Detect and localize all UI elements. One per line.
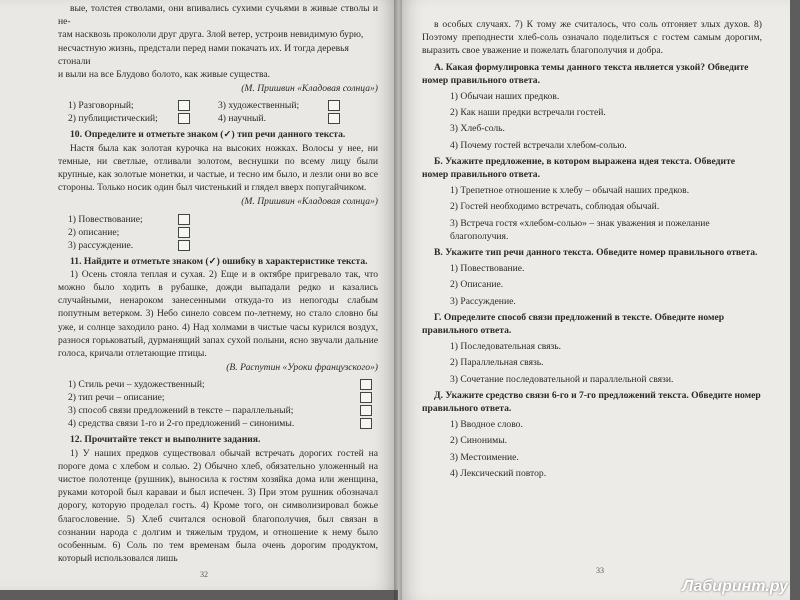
question-heading: В. Укажите тип речи данного текста. Обведите номер правильного ответа. bbox=[434, 247, 758, 259]
option-label: 4) средства связи 1-го и 2-го предложений – синонимы. bbox=[68, 418, 295, 430]
answer-checkbox[interactable] bbox=[178, 100, 190, 111]
option-label: 1) Повествование; bbox=[68, 213, 143, 225]
option-label: 2) тип речи – описание; bbox=[68, 392, 165, 404]
source-citation: (М. Пришвин «Кладовая солнца») bbox=[241, 196, 378, 208]
task-heading: 10. Определите и отметьте знаком (✓) тип речи данного текста. bbox=[70, 129, 346, 141]
task-text: в особых случаях. 7) К тому же считалось, что соль отгоняет злых духов. 8) Поэтому преподнести хлеб-соль означало поделиться с гостем самым дорогим, выразить свое уважение и пожелать благополучия и добра. bbox=[422, 19, 762, 57]
left-column bbox=[58, 2, 378, 566]
source-citation: (В. Распутин «Уроки французского») bbox=[226, 362, 378, 374]
option-label: 3) способ связи предложений в тексте – параллельный; bbox=[68, 405, 294, 417]
answer-checkbox[interactable] bbox=[178, 240, 190, 251]
answer-checkbox[interactable] bbox=[178, 214, 190, 225]
answer-checkbox[interactable] bbox=[328, 113, 340, 124]
answer-option: 4) Лексический повтор. bbox=[450, 467, 547, 479]
text-line: там насквозь прокололи друг друга. Злой ветер, устроив невидимую бурю, bbox=[58, 29, 364, 41]
answer-checkbox[interactable] bbox=[328, 100, 340, 111]
answer-checkbox[interactable] bbox=[360, 392, 372, 403]
answer-options bbox=[68, 99, 378, 125]
option-label: 2) описание; bbox=[68, 226, 120, 238]
answer-checkbox[interactable] bbox=[360, 405, 372, 416]
answer-option: 3) Рассуждение. bbox=[450, 295, 516, 307]
option-label: 3) художественный; bbox=[218, 100, 300, 112]
task-text: 1) У наших предков существовал обычай встречать дорогих гостей на пороге дома с хлебом и солью. 2) Обычно хлеб, обязательно уложенный на чистое полотенце (рушник), выносила к гостям хозяйка дома или женщина, руками которой был караваи и был испечен. 3) При этом рушник обозначал дорогу, которую проделал гость. 4) Кроме того, он символизировал божье благословение. 5) Хлеб считался основой благополучия, был связан в сознании народа с долгим и тяжелым трудом, и отношение к нему было особенным. 6) Соль по тем временам была очень дорогим продуктом, который использовался лишь bbox=[58, 447, 378, 565]
text-line: вые, толстея стволами, они впивались сухими сучьями в живые стволы и не- bbox=[58, 3, 378, 28]
task-heading: 12. Прочитайте текст и выполните задания. bbox=[70, 434, 261, 446]
task-text: Настя была как золотая курочка на высоких ножках. Волосы у нее, ни темные, ни светлые, отливали золотом, веснушки по всему лицу были крупные, как золотые монетки, и частые, и тесно им было, и лезли они во все стороны. Только носик один был чистенький и глядел вверх попугайчиком. bbox=[58, 142, 378, 194]
answer-option: 1) Повествование. bbox=[450, 263, 525, 275]
answer-option: 1) Вводное слово. bbox=[450, 419, 523, 431]
book-gutter bbox=[394, 0, 402, 600]
question-heading: А. Какая формулировка темы данного текста является узкой? Обведите номер правильного ответа. bbox=[422, 61, 749, 86]
task-text: 1) Осень стояла теплая и сухая. 2) Еще и в октябре пригревало так, что можно было ходить в рубашке, дожди выпадали редко и казались случайными, ненароком занесенными откуда-то из непогоды слабым попутным ветерком. 3) Небо синело совсем по-летнему, но стало словно бы уже, и солнце заходило рано. 4) Над холмами в чистые часы курился воздух, разнося горьковатый, дурманящий запах сухой полыни, ясно звучали дальние голоса, кричали отлетающие птицы. bbox=[58, 268, 378, 360]
answer-checkbox[interactable] bbox=[360, 379, 372, 390]
page-number: 33 bbox=[596, 566, 604, 575]
answer-option: 1) Последовательная связь. bbox=[450, 341, 562, 353]
answer-checkbox[interactable] bbox=[360, 418, 372, 429]
answer-options bbox=[68, 213, 378, 252]
answer-checkbox[interactable] bbox=[178, 113, 190, 124]
answer-option: 3) Встреча гостя «хлебом-солью» – знак уважения и пожелание благополучия. bbox=[450, 217, 710, 242]
answer-option: 2) Описание. bbox=[450, 279, 504, 291]
answer-option: 3) Хлеб-соль. bbox=[450, 123, 505, 135]
answer-option: 1) Обычаи наших предков. bbox=[450, 91, 560, 103]
page-number: 32 bbox=[200, 570, 208, 579]
answer-option: 3) Сочетание последовательной и параллельной связи. bbox=[450, 373, 674, 385]
task-heading: 11. Найдите и отметьте знаком (✓) ошибку в характеристике текста. bbox=[70, 255, 368, 267]
text-line: и выли на все Блудово болото, как живые существа. bbox=[58, 69, 271, 81]
answer-option: 4) Почему гостей встречали хлебом-солью. bbox=[450, 139, 627, 151]
question-heading: Д. Укажите средство связи 6-го и 7-го предложений текста. Обведите номер правильного ответа. bbox=[422, 389, 761, 415]
answer-option: 3) Местоимение. bbox=[450, 451, 519, 463]
watermark-logo: Лабиринт.ру bbox=[682, 578, 788, 595]
option-label: 1) Разговорный; bbox=[68, 100, 134, 112]
source-citation: (М. Пришвин «Кладовая солнца») bbox=[241, 83, 378, 95]
option-label: 1) Стиль речи – художественный; bbox=[68, 379, 205, 391]
question-heading: Б. Укажите предложение, в котором выражена идея текста. Обведите номер правильного ответа. bbox=[422, 155, 736, 181]
option-label: 2) публицистический; bbox=[68, 113, 158, 125]
right-column bbox=[422, 18, 762, 480]
question-heading: Г. Определите способ связи предложений в тексте. Обведите номер правильного ответа. bbox=[422, 311, 725, 337]
answer-option: 2) Гостей необходимо встречать, соблюдая обычай. bbox=[450, 201, 660, 213]
answer-option: 1) Трепетное отношение к хлебу – обычай наших предков. bbox=[450, 185, 690, 197]
answer-option: 2) Как наши предки встречали гостей. bbox=[450, 107, 606, 119]
option-label: 4) научный. bbox=[218, 113, 267, 125]
answer-options bbox=[68, 378, 378, 430]
answer-checkbox[interactable] bbox=[178, 227, 190, 238]
text-line: несчастную жизнь, предстали перед нами покачать их. И тогда деревья стонали bbox=[58, 42, 349, 67]
option-label: 3) рассуждение. bbox=[68, 239, 134, 251]
answer-option: 2) Параллельная связь. bbox=[450, 357, 544, 369]
answer-option: 2) Синонимы. bbox=[450, 435, 508, 447]
